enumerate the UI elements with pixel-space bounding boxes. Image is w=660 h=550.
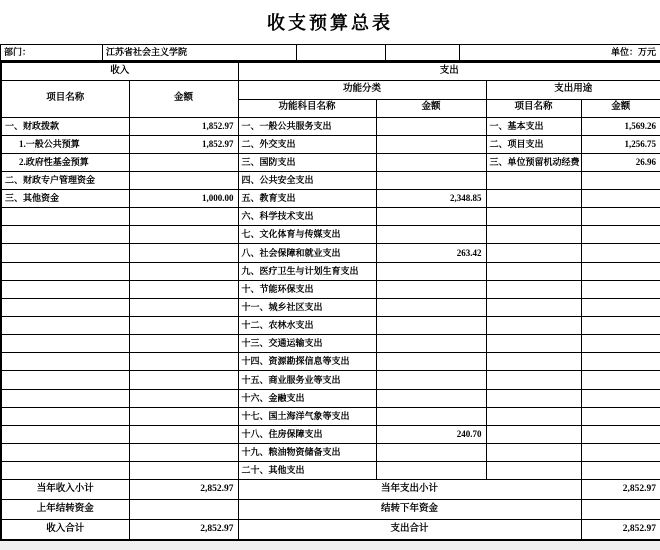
purpose-amount-cell: 26.96 — [581, 153, 660, 171]
income-item-cell: 一、财政拨款 — [1, 117, 129, 135]
table-row — [1, 407, 660, 425]
purpose-item-cell — [486, 298, 581, 316]
purpose-item-cell — [486, 335, 581, 353]
income-item-cell — [1, 335, 129, 353]
income-amount-cell — [129, 353, 238, 371]
income-amount-cell — [129, 425, 238, 443]
func-item-cell: 十一、城乡社区支出 — [238, 298, 376, 316]
income-amount-cell — [129, 171, 238, 189]
func-amount-cell — [376, 407, 486, 425]
income-section-header: 收入 — [1, 62, 238, 80]
func-amount-cell — [376, 171, 486, 189]
income-amount-cell — [129, 208, 238, 226]
purpose-item-cell — [486, 353, 581, 371]
income-amount-cell: 1,000.00 — [129, 190, 238, 208]
func-item-cell: 十七、国土海洋气象等支出 — [238, 407, 376, 425]
purpose-amount-cell — [581, 335, 660, 353]
income-amount-cell — [129, 462, 238, 480]
purpose-amount-cell — [581, 208, 660, 226]
income-summary-amount-cell: 2,852.97 — [129, 520, 238, 540]
purpose-item-cell — [486, 444, 581, 462]
department-value: 江苏省社会主义学院 — [103, 45, 297, 61]
income-amount-cell — [129, 262, 238, 280]
expenditure-summary-label-cell: 当年支出小计 — [238, 480, 581, 500]
func-item-cell: 四、公共安全支出 — [238, 171, 376, 189]
purpose-amount-cell — [581, 444, 660, 462]
expenditure-summary-amount-cell — [581, 500, 660, 520]
func-amount-cell: 240.70 — [376, 425, 486, 443]
table-row — [1, 171, 660, 189]
purpose-amount-cell: 1,569.26 — [581, 117, 660, 135]
table-row — [1, 462, 660, 480]
purpose-item-cell — [486, 389, 581, 407]
func-amount-cell — [376, 335, 486, 353]
func-item-cell: 五、教育支出 — [238, 190, 376, 208]
purpose-amount-cell — [581, 317, 660, 335]
purpose-item-cell: 二、项目支出 — [486, 135, 581, 153]
income-amount-cell — [129, 226, 238, 244]
func-amount-cell — [376, 371, 486, 389]
purpose-amount-cell — [581, 371, 660, 389]
income-item-cell — [1, 208, 129, 226]
table-row — [1, 190, 660, 208]
purpose-amount-cell — [581, 425, 660, 443]
func-item-cell: 二、外交支出 — [238, 135, 376, 153]
income-item-cell: 二、财政专户管理资金 — [1, 171, 129, 189]
income-item-cell — [1, 262, 129, 280]
func-amount-cell — [376, 117, 486, 135]
func-amount-cell — [376, 353, 486, 371]
func-item-cell: 十、节能环保支出 — [238, 280, 376, 298]
income-item-cell — [1, 353, 129, 371]
income-item-cell: 三、其他资金 — [1, 190, 129, 208]
func-subject-name-header: 功能科目名称 — [238, 99, 376, 117]
purpose-amount-header: 金额 — [581, 99, 660, 117]
purpose-item-cell — [486, 244, 581, 262]
income-amount-cell — [129, 371, 238, 389]
purpose-amount-cell — [581, 262, 660, 280]
purpose-amount-cell — [581, 244, 660, 262]
income-item-cell — [1, 244, 129, 262]
purpose-item-name-header: 项目名称 — [486, 99, 581, 117]
income-amount-cell — [129, 317, 238, 335]
income-item-cell — [1, 444, 129, 462]
income-item-cell — [1, 462, 129, 480]
func-item-cell: 十九、粮油物资储备支出 — [238, 444, 376, 462]
purpose-item-cell — [486, 226, 581, 244]
table-row — [1, 371, 660, 389]
unit-label: 单位：万元 — [460, 45, 660, 61]
income-amount-cell — [129, 153, 238, 171]
income-amount-cell — [129, 298, 238, 316]
func-amount-cell — [376, 135, 486, 153]
income-item-cell — [1, 371, 129, 389]
income-amount-cell — [129, 444, 238, 462]
func-amount-cell — [376, 153, 486, 171]
income-summary-amount-cell — [129, 500, 238, 520]
purpose-amount-cell — [581, 280, 660, 298]
purpose-amount-cell — [581, 171, 660, 189]
purpose-item-cell: 三、单位预留机动经费 — [486, 153, 581, 171]
func-amount-cell — [376, 226, 486, 244]
purpose-item-cell — [486, 262, 581, 280]
budget-summary-table — [0, 61, 660, 541]
income-amount-cell: 1,852.97 — [129, 135, 238, 153]
func-item-cell: 二十、其他支出 — [238, 462, 376, 480]
title-bar — [0, 0, 660, 44]
func-item-cell: 八、社会保障和就业支出 — [238, 244, 376, 262]
func-item-cell: 十二、农林水支出 — [238, 317, 376, 335]
func-amount-cell: 2,348.85 — [376, 190, 486, 208]
func-amount-header: 金额 — [376, 99, 486, 117]
department-info-table — [0, 44, 660, 61]
table-row — [1, 353, 660, 371]
income-item-cell — [1, 407, 129, 425]
expenditure-summary-amount-cell: 2,852.97 — [581, 480, 660, 500]
expenditure-purpose-header: 支出用途 — [486, 80, 660, 99]
purpose-amount-cell: 1,256.75 — [581, 135, 660, 153]
income-summary-label-cell: 上年结转资金 — [1, 500, 129, 520]
purpose-item-cell — [486, 317, 581, 335]
income-item-cell: 1.一般公共预算 — [1, 135, 129, 153]
purpose-item-cell — [486, 371, 581, 389]
table-row — [1, 226, 660, 244]
dept-row-empty-cell-1 — [297, 45, 386, 61]
page-title: 收支预算总表 — [267, 13, 393, 33]
expenditure-summary-amount-cell: 2,852.97 — [581, 520, 660, 540]
table-row — [1, 444, 660, 462]
purpose-item-cell — [486, 190, 581, 208]
purpose-item-cell: 一、基本支出 — [486, 117, 581, 135]
table-row — [1, 153, 660, 171]
purpose-amount-cell — [581, 407, 660, 425]
purpose-item-cell — [486, 462, 581, 480]
table-row — [1, 244, 660, 262]
func-amount-cell — [376, 298, 486, 316]
table-row — [1, 208, 660, 226]
table-row — [1, 262, 660, 280]
func-item-cell: 十四、资源勘探信息等支出 — [238, 353, 376, 371]
income-amount-cell: 1,852.97 — [129, 117, 238, 135]
table-row — [1, 317, 660, 335]
func-item-cell: 十五、商业服务业等支出 — [238, 371, 376, 389]
income-item-cell — [1, 298, 129, 316]
summary-row — [1, 500, 660, 520]
func-item-cell: 一、一般公共服务支出 — [238, 117, 376, 135]
func-amount-cell — [376, 280, 486, 298]
expenditure-summary-label-cell: 结转下年资金 — [238, 500, 581, 520]
income-item-cell: 2.政府性基金预算 — [1, 153, 129, 171]
func-item-cell: 九、医疗卫生与计划生育支出 — [238, 262, 376, 280]
func-item-cell: 六、科学技术支出 — [238, 208, 376, 226]
purpose-amount-cell — [581, 462, 660, 480]
func-item-cell: 十八、住房保障支出 — [238, 425, 376, 443]
table-row — [1, 425, 660, 443]
func-amount-cell — [376, 208, 486, 226]
expenditure-section-header: 支出 — [238, 62, 660, 80]
func-amount-cell — [376, 389, 486, 407]
summary-row — [1, 520, 660, 540]
dept-row-empty-cell-2 — [386, 45, 460, 61]
income-item-cell — [1, 226, 129, 244]
purpose-amount-cell — [581, 389, 660, 407]
income-amount-cell — [129, 407, 238, 425]
income-amount-cell — [129, 280, 238, 298]
purpose-item-cell — [486, 208, 581, 226]
purpose-amount-cell — [581, 353, 660, 371]
expenditure-summary-label-cell: 支出合计 — [238, 520, 581, 540]
func-item-cell: 七、文化体育与传媒支出 — [238, 226, 376, 244]
func-amount-cell — [376, 462, 486, 480]
income-item-cell — [1, 317, 129, 335]
income-summary-label-cell: 当年收入小计 — [1, 480, 129, 500]
func-amount-cell — [376, 317, 486, 335]
purpose-item-cell — [486, 280, 581, 298]
func-item-cell: 十六、金融支出 — [238, 389, 376, 407]
income-amount-cell — [129, 389, 238, 407]
table-row — [1, 117, 660, 135]
func-item-cell: 十三、交通运输支出 — [238, 335, 376, 353]
func-item-cell: 三、国防支出 — [238, 153, 376, 171]
income-item-cell — [1, 425, 129, 443]
table-row — [1, 335, 660, 353]
functional-class-header: 功能分类 — [238, 80, 486, 99]
func-amount-cell: 263.42 — [376, 244, 486, 262]
table-row — [1, 280, 660, 298]
func-amount-cell — [376, 444, 486, 462]
table-row — [1, 135, 660, 153]
purpose-amount-cell — [581, 298, 660, 316]
table-row — [1, 298, 660, 316]
purpose-item-cell — [486, 171, 581, 189]
func-amount-cell — [376, 262, 486, 280]
purpose-item-cell — [486, 425, 581, 443]
income-amount-header: 金额 — [129, 80, 238, 117]
income-amount-cell — [129, 335, 238, 353]
purpose-amount-cell — [581, 190, 660, 208]
income-summary-amount-cell: 2,852.97 — [129, 480, 238, 500]
income-item-name-header: 项目名称 — [1, 80, 129, 117]
department-label: 部门： — [1, 45, 103, 61]
income-amount-cell — [129, 244, 238, 262]
income-summary-label-cell: 收入合计 — [1, 520, 129, 540]
purpose-item-cell — [486, 407, 581, 425]
summary-row — [1, 480, 660, 500]
income-item-cell — [1, 280, 129, 298]
income-item-cell — [1, 389, 129, 407]
table-row — [1, 389, 660, 407]
purpose-amount-cell — [581, 226, 660, 244]
